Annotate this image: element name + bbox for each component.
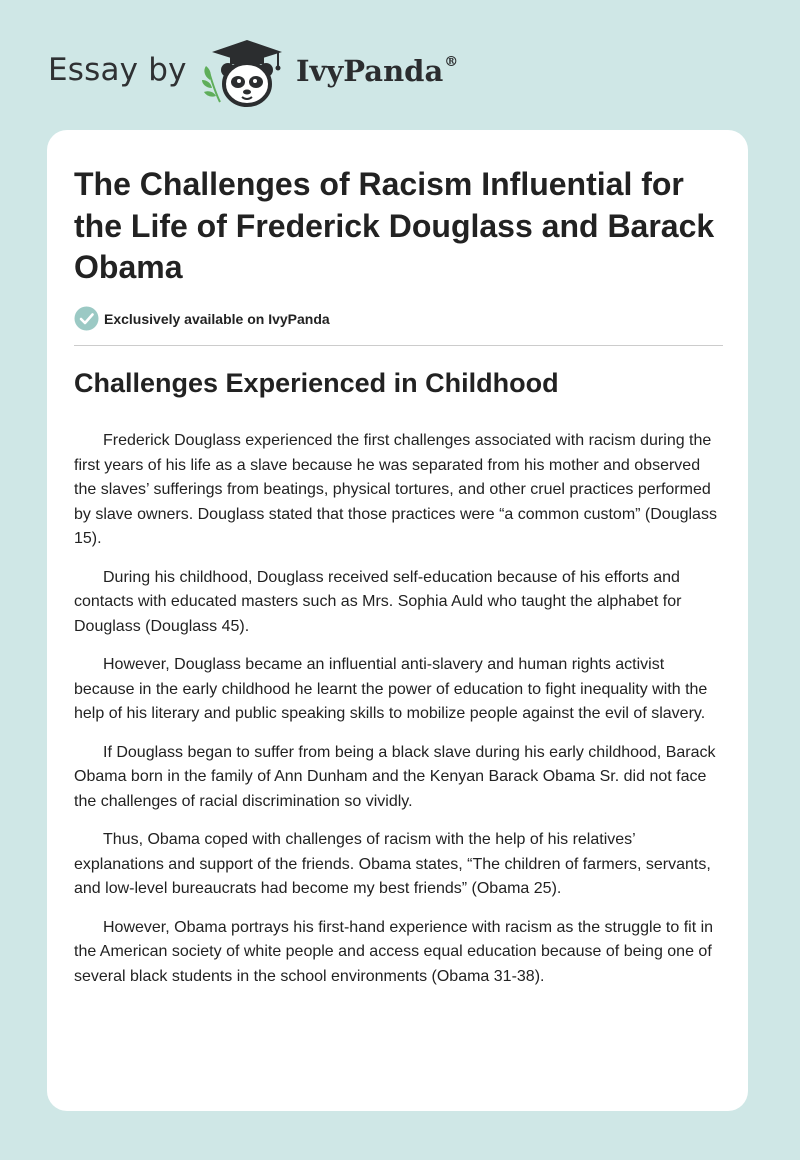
- essay-by-label: Essay by: [48, 52, 187, 88]
- essay-card: [47, 130, 748, 1111]
- paragraph: During his childhood, Douglass received self-education because of his efforts and contacts with educated masters such as Mrs. Sophia Auld who taught the alphabet for Douglass (Douglass 45).: [74, 568, 682, 635]
- paragraph: If Douglass began to suffer from being a black slave during his early childhood, Barack Obama born in the family of Ann Dunham and the Kenyan Barack Obama Sr. did not face the challenges of racial discrimination so vividly.: [74, 743, 716, 810]
- essay-title: The Challenges of Racism Influential for the Life of Frederick Douglass and Barack Obama: [74, 166, 715, 285]
- check-circle-icon: [74, 306, 99, 331]
- exclusive-label: Exclusively available on IvyPanda: [104, 310, 330, 327]
- paragraph: However, Douglass became an influential anti-slavery and human rights activist because in the early childhood he learnt the power of education to fight inequality with the help of his literary and public speaking skills to mobilize people against the evil of slavery.: [74, 656, 708, 722]
- paragraph: However, Obama portrays his first-hand experience with racism as the struggle to fit in the American society of white people and access equal education because of being one of several black students in the school environments (Obama 31-38).: [74, 918, 714, 985]
- section-heading: Challenges Experienced in Childhood: [74, 368, 559, 398]
- paragraph: Frederick Douglass experienced the first challenges associated with racism during the first years of his life as a slave because he was separated from his mother and observed the slaves’ sufferings from beatings, physical tortures, and other cruel practices performed by slave owners. Douglass stated that those practices were “a common custom” (Douglass 15).: [74, 432, 717, 547]
- brand-name[interactable]: IvyPanda®: [296, 54, 459, 88]
- exclusive-badge: [74, 306, 330, 331]
- paragraph: Thus, Obama coped with challenges of racism with the help of his relatives’ explanations and support of the friends. Obama states, “The children of farmers, servants, and low-level bureaucrats had become my best friends” (Obama 25).: [74, 831, 711, 897]
- essay-body: [74, 429, 724, 1003]
- registered-mark: ®: [444, 54, 459, 71]
- panda-graduate-icon[interactable]: [200, 36, 292, 110]
- divider: [74, 345, 723, 346]
- site-header: [0, 0, 800, 130]
